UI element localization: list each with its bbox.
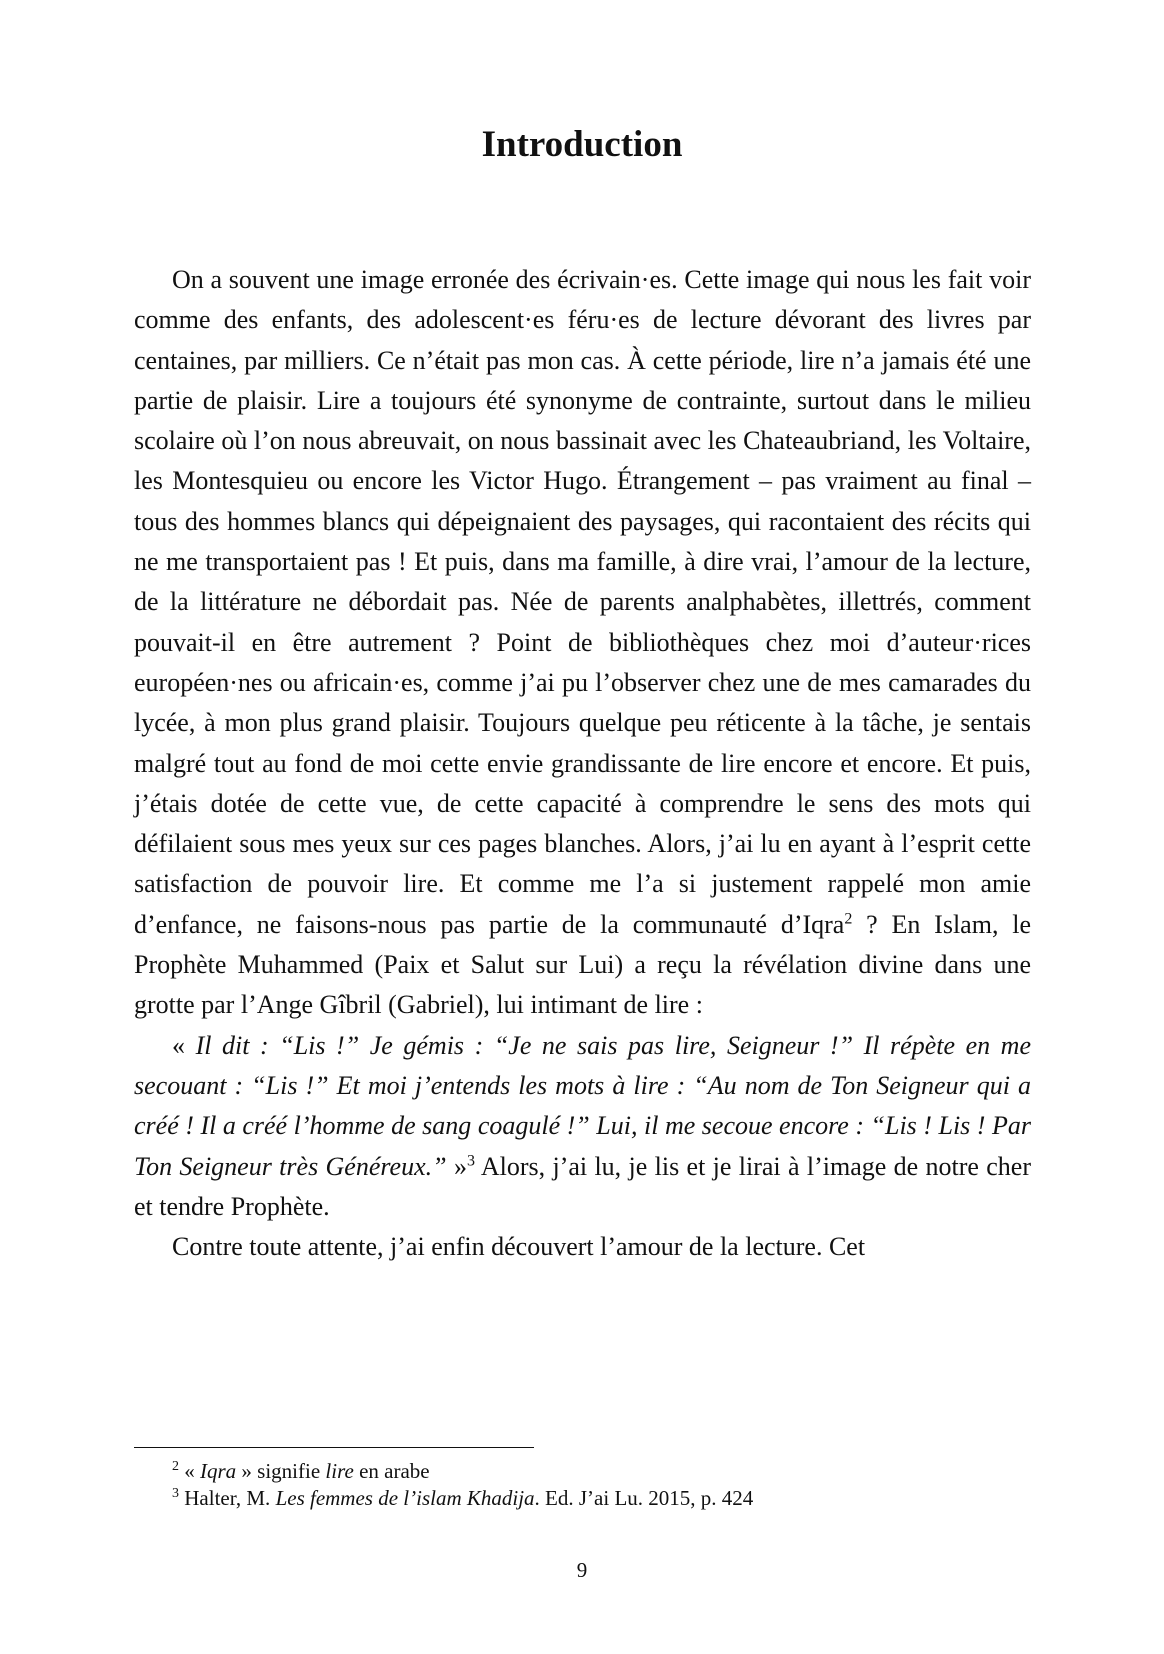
- quoted-passage: Il dit : “Lis !” Je gémis : “Je ne sais pas lire, Seigneur !” Il répète en me secouant : “Lis !” Et moi j’entends les mots à lire : “Au nom de Ton Seigneur qui a créé ! Il a créé l’homme de sang coagulé !” Lui, il me secoue encore : “Lis ! Lis ! Par Ton Seigneur très Généreux.”: [134, 1030, 1031, 1181]
- paragraph-1-text: On a souvent une image erronée des écrivain·es. Cette image qui nous les fait voir comme des enfants, des adolescent·es féru·es de lecture dévorant des livres par centaines, par milliers. Ce n’était pas mon cas. À cette période, lire n’a jamais été une partie de plaisir. Lire a toujours été synonyme de contrainte, surtout dans le milieu scolaire où l’on nous abreuvait, on nous bassinait avec les Chateaubriand, les Voltaire, les Montesquieu ou encore les Victor Hugo. Étrangement – pas vraiment au final – tous des hommes blancs qui dépeignaient des paysages, qui racontaient des récits qui ne me transportaient pas ! Et puis, dans ma famille, à dire vrai, l’amour de la lecture, de la littérature ne débordait pas. Née de parents analphabètes, illettrés, comment pouvait-il en être autrement ? Point de bibliothèques chez moi d’auteur·rices européen·nes ou africain·es, comme j’ai pu l’observer chez une de mes camarades du lycée, à mon plus grand plaisir. Toujours quelque peu réticente à la tâche, je sentais malgré tout au fond de moi cette envie grandissante de lire encore et encore. Et puis, j’étais dotée de cette vue, de cette capacité à comprendre le sens des mots qui défilaient sous mes yeux sur ces pages blanches. Alors, j’ai lu en ayant à l’esprit cette satisfaction de pouvoir lire. Et comme me l’a si justement rappelé mon amie d’enfance, ne faisons-nous pas partie de la communauté d’Iqra: [134, 265, 1031, 939]
- footnote-number: 2: [172, 1459, 179, 1474]
- footnote-text: » signifie: [236, 1459, 326, 1483]
- paragraph-1: [134, 260, 1031, 1026]
- footnote-text: en arabe: [353, 1459, 430, 1483]
- footnotes: [172, 1458, 1032, 1512]
- footnote-ref-3[interactable]: 3: [466, 1151, 475, 1169]
- quote-paragraph: [134, 1026, 1031, 1227]
- footnote-author: Halter, M.: [184, 1486, 276, 1510]
- footnote-text: . Ed. J’ai Lu. 2015, p. 424: [534, 1486, 754, 1510]
- paragraph-1-text-continued: ? En Islam, le Prophète Muhammed (Paix et Salut sur Lui) a reçu la révélation divine dans une grotte par l’Ange Gîbril (Gabriel), lui intimant de lire :: [134, 909, 1032, 1020]
- footnote-number: 3: [172, 1486, 179, 1501]
- page-number: 9: [576, 1558, 588, 1582]
- footnote-separator: [134, 1447, 534, 1448]
- quote-paragraph-text: Alors, j’ai lu, je lis et je lirai à l’image de notre cher et tendre Prophète.: [134, 1151, 1032, 1221]
- footnote-book-title: Les femmes de l’islam Khadija: [275, 1486, 535, 1510]
- close-quote-mark: »: [453, 1151, 467, 1181]
- footnote-2: [172, 1458, 1032, 1485]
- paragraph-3: Contre toute attente, j’ai enfin découvert l’amour de la lecture. Cet: [172, 1232, 866, 1262]
- open-quote-mark: «: [172, 1030, 196, 1060]
- body-text: [134, 260, 1031, 1267]
- footnote-text: «: [184, 1459, 200, 1483]
- chapter-title: Introduction: [481, 124, 683, 165]
- footnote-3: [172, 1485, 1032, 1512]
- footnote-ref-2[interactable]: 2: [844, 910, 853, 928]
- footnote-word: lire: [325, 1459, 354, 1483]
- footnote-term: Iqra: [200, 1459, 237, 1483]
